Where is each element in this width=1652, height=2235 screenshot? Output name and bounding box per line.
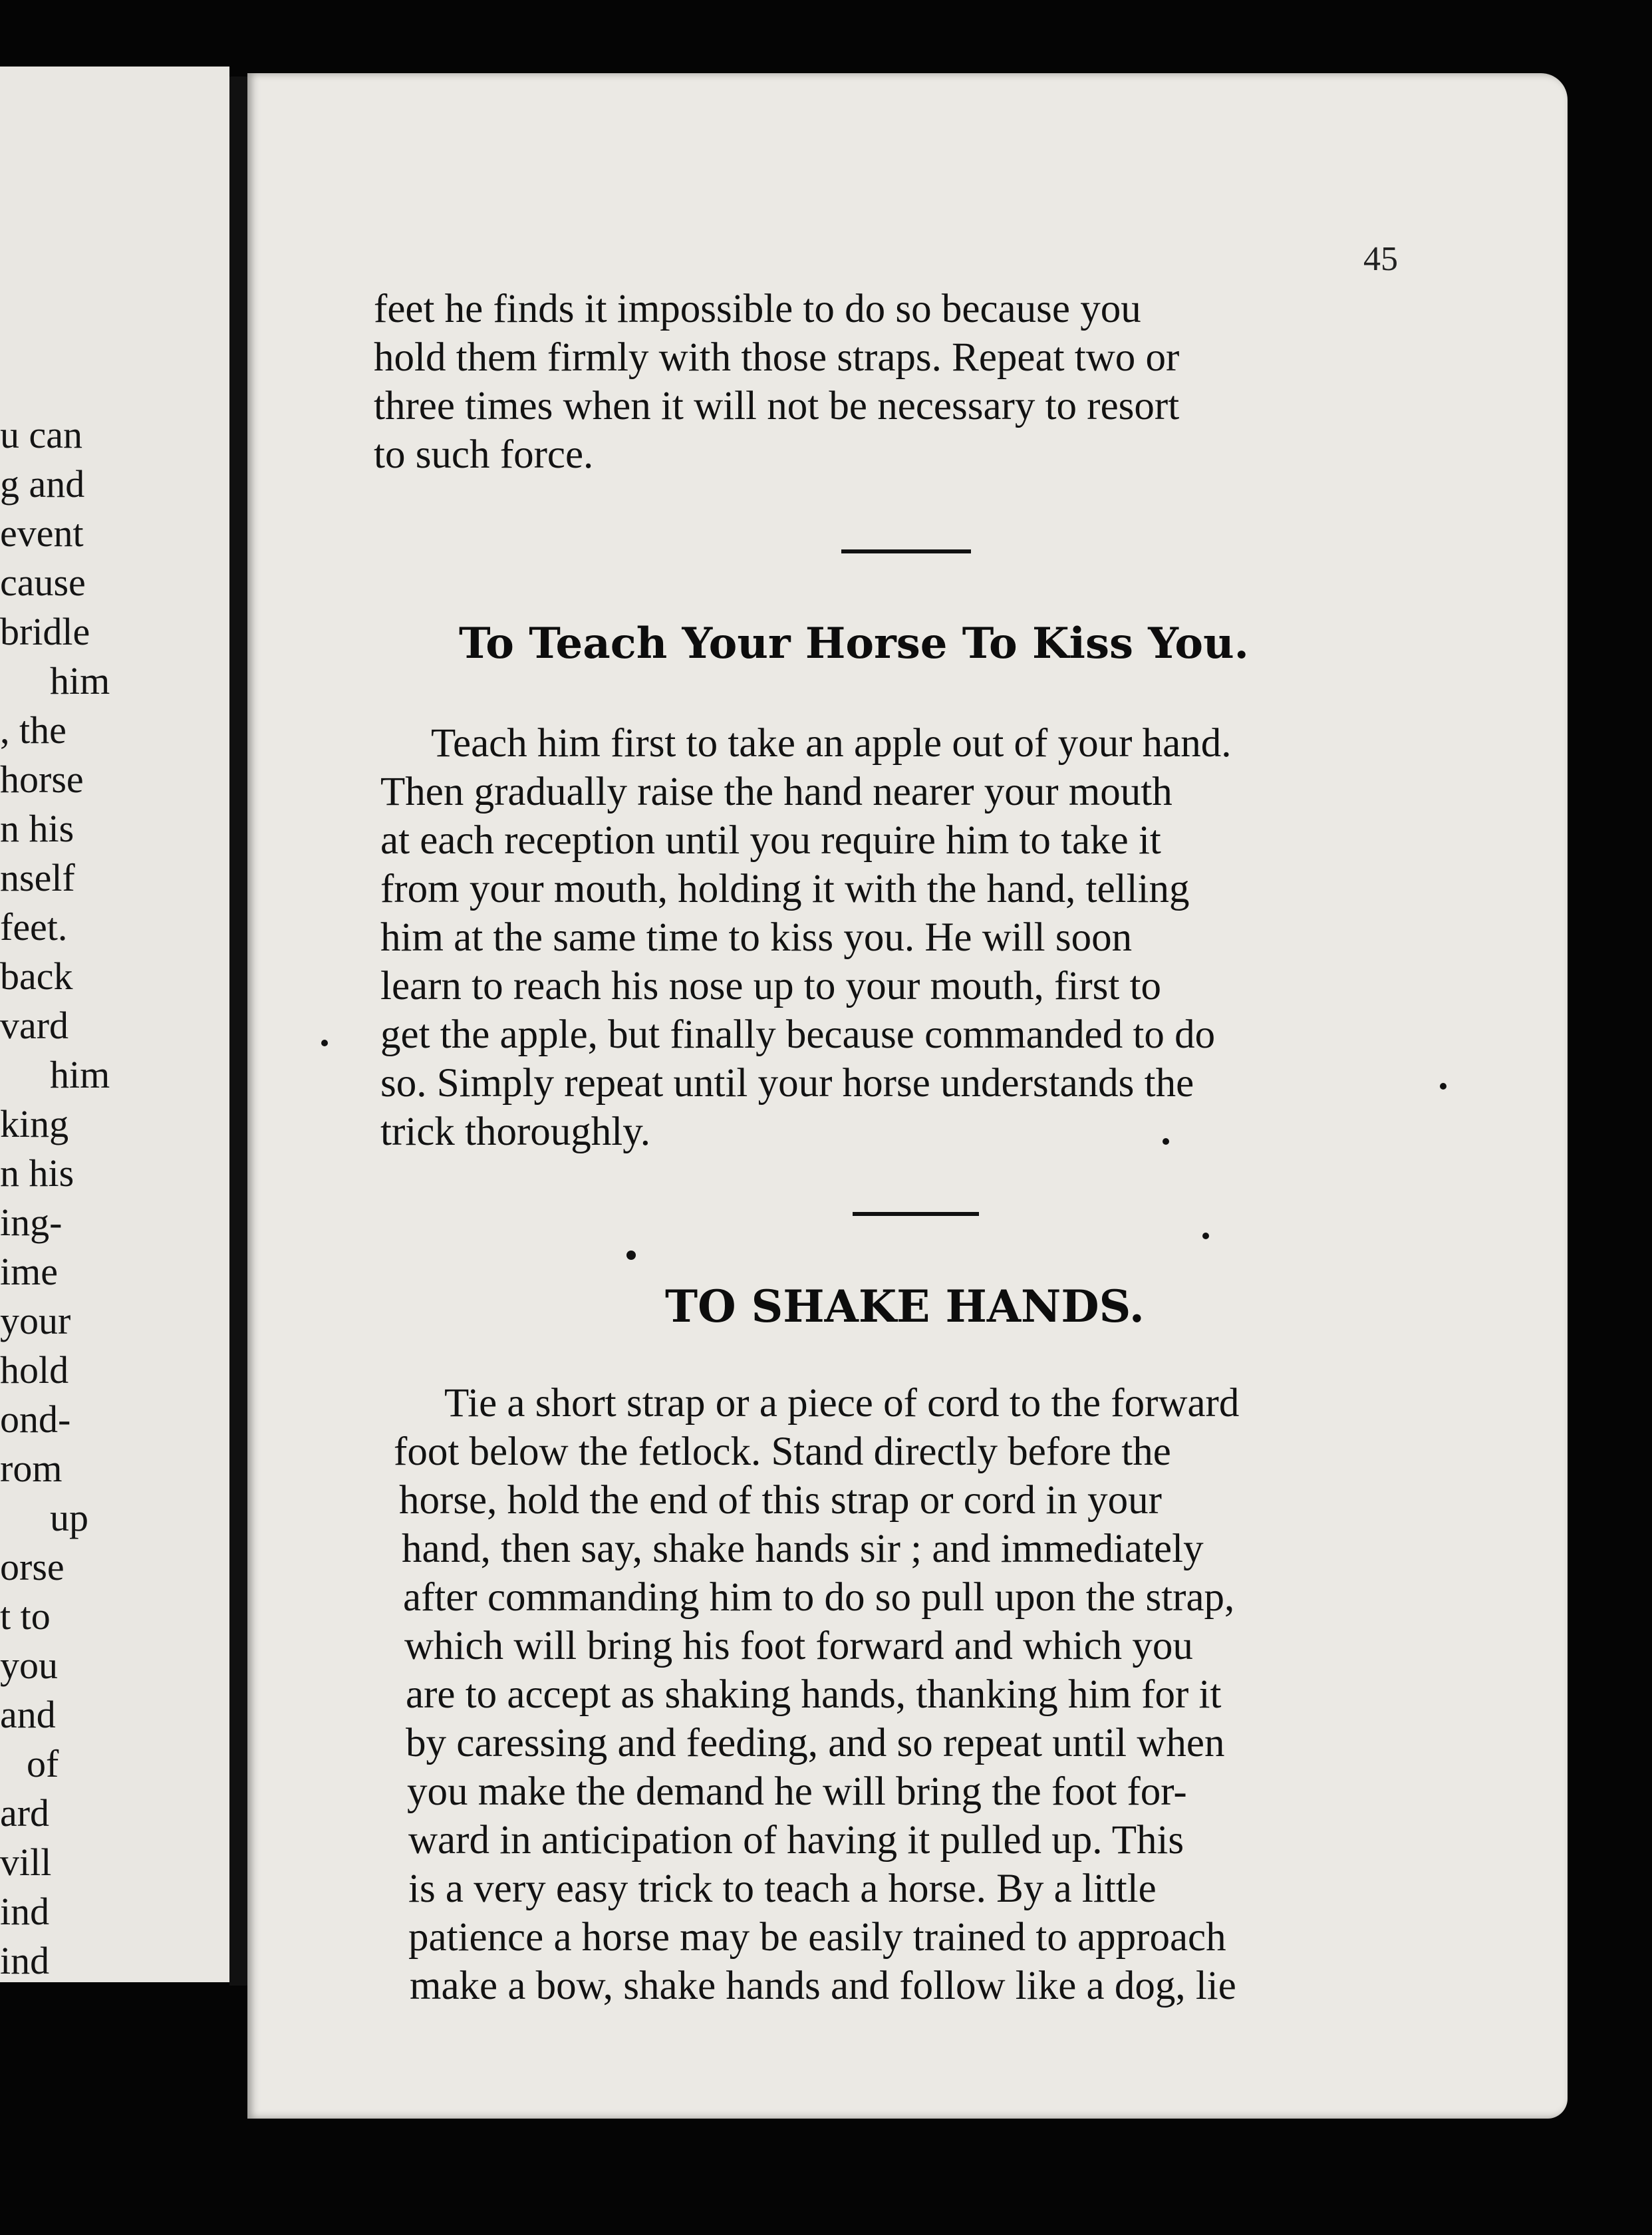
shake-paragraph-line: is a very easy trick to teach a horse. By a little [408,1866,1157,1911]
kiss-paragraph-line: Then gradually raise the hand nearer your mouth [380,770,1172,814]
left-page-fragment: ind [0,1890,50,1933]
shake-paragraph-line: foot below the fetlock. Stand directly before the [394,1429,1171,1474]
left-page-fragment: , the [0,708,67,752]
left-page-fragment: hold [0,1348,69,1392]
left-page-fragment: king [0,1102,69,1145]
kiss-paragraph-line: him at the same time to kiss you. He will soon [380,915,1133,960]
left-page-fragment: event [0,512,84,555]
shake-section-title: TO SHAKE HANDS. [665,1280,1145,1332]
shake-paragraph-line: Tie a short strap or a piece of cord to the forward [444,1381,1240,1425]
left-page-fragment: ind [0,1939,50,1982]
scan-speck [321,1040,328,1046]
kiss-paragraph-line: Teach him first to take an apple out of your hand. [431,721,1232,766]
left-page-fragment: back [0,955,73,998]
left-page-fragment: and [0,1693,56,1736]
kiss-paragraph-line: from your mouth, holding it with the hand, telling [380,867,1190,911]
left-page-fragment: feet. [0,905,68,949]
shake-paragraph-line: patience a horse may be easily trained to approach [408,1915,1226,1960]
left-page-fragment: cause [0,561,86,604]
book-gutter [229,76,249,1986]
left-page-fragment: orse [0,1545,65,1588]
kiss-paragraph-line: trick thoroughly. [380,1110,651,1154]
shake-paragraph-line: make a bow, shake hands and follow like a dog, lie [410,1964,1236,2008]
scan-speck [1202,1233,1209,1239]
intro-line: hold them firmly with those straps. Repeat two or [374,335,1180,380]
left-page-fragment: you [0,1644,58,1687]
intro-line: feet he finds it impossible to do so because you [374,287,1141,331]
kiss-paragraph-line: at each reception until you require him to take it [380,818,1161,863]
scan-speck [1163,1138,1169,1145]
left-page-fragment: rom [0,1447,63,1490]
left-page-fragment: g and [0,462,85,506]
left-page-fragment: ing- [0,1201,63,1244]
left-page-fragment: ond- [0,1398,71,1441]
shake-paragraph-line: after commanding him to do so pull upon the strap, [403,1575,1235,1620]
left-page-fragment: n his [0,1151,74,1195]
shake-paragraph-line: are to accept as shaking hands, thanking him for it [406,1672,1222,1717]
left-page-fragment: him [50,659,110,702]
left-page-fragment: up [50,1496,88,1539]
left-page-fragment: ime [0,1250,58,1293]
kiss-paragraph-line: learn to reach his nose up to your mouth, first to [380,964,1162,1008]
shake-paragraph-line: which will bring his foot forward and which you [404,1624,1193,1668]
left-page-fragment: t to [0,1594,51,1638]
scan-speck [626,1251,636,1260]
section-divider [841,549,971,553]
intro-line: to such force. [374,432,594,477]
left-page-edge [0,67,229,1982]
left-page-fragment: nself [0,856,75,899]
shake-paragraph-line: hand, then say, shake hands sir ; and immediately [402,1527,1204,1571]
kiss-paragraph-line: so. Simply repeat until your horse understands the [380,1061,1194,1106]
left-page-fragment: bridle [0,610,90,653]
scan-speck [1440,1083,1446,1090]
left-page-fragment: vill [0,1841,52,1884]
left-page-fragment: him [50,1053,110,1096]
shake-paragraph-line: by caressing and feeding, and so repeat until when [406,1721,1225,1765]
left-page-fragment: u can [0,413,82,456]
left-page-fragment: horse [0,758,84,801]
intro-line: three times when it will not be necessary to resort [374,384,1180,428]
left-page-fragment: of [27,1742,59,1785]
left-page-fragment: n his [0,807,74,850]
left-page-fragment: vard [0,1004,69,1047]
kiss-section-title: To Teach Your Horse To Kiss You. [459,619,1249,669]
shake-paragraph-line: horse, hold the end of this strap or cord in your [399,1478,1162,1523]
section-divider [853,1212,979,1216]
page-number: 45 [1363,240,1398,278]
kiss-paragraph-line: get the apple, but finally because commanded to do [380,1012,1216,1057]
shake-paragraph-line: ward in anticipation of having it pulled up. This [408,1818,1184,1862]
shake-paragraph-line: you make the demand he will bring the foot for- [407,1769,1187,1814]
left-page-fragment: ard [0,1791,50,1835]
left-page-fragment: your [0,1299,71,1342]
